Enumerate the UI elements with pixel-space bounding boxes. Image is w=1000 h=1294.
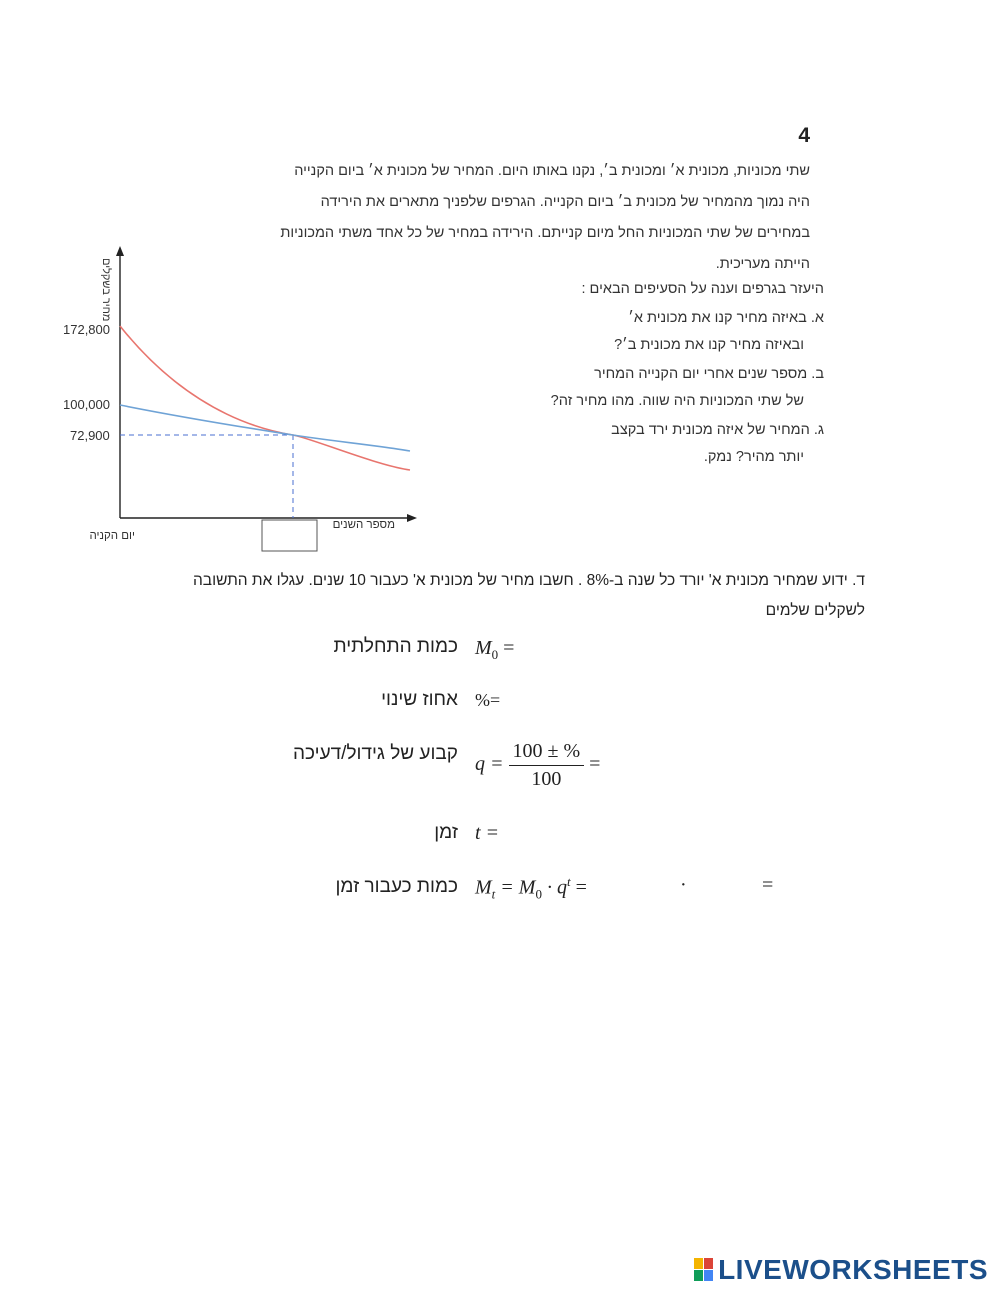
origin-label: יום הקניה (89, 530, 135, 542)
m-symbol: M (475, 637, 492, 659)
final-amount-expr (475, 874, 587, 903)
growth-constant-expr: q = $\frac{100 \pm \%}{100}$ = (475, 740, 601, 790)
item-letter: ג. (813, 422, 824, 438)
item-line: ובאיזה מחיר קנו את מכונית ב׳? (614, 337, 804, 353)
percent-change-label: אחוז שינוי (381, 689, 458, 710)
red-curve (120, 326, 410, 470)
liveworksheets-logo (694, 1252, 988, 1288)
task-d-line: לשקלים שלמים (765, 602, 865, 619)
item-letter: א. (810, 310, 824, 326)
intro-line: שתי מכוניות, מכונית א׳ ומכונית ב׳, נקנו באותו היום. המחיר של מכונית א׳ ביום הקנייה (294, 163, 810, 179)
intro-line: הייתה מעריכית. (715, 256, 810, 272)
time-expr: t = (475, 822, 500, 844)
item-line: של שתי המכוניות היה שווה. מהו מחיר זה? (550, 393, 804, 409)
mt-symbol: M (475, 876, 492, 899)
logo-icon (694, 1258, 714, 1282)
question-number: 4 (798, 124, 810, 147)
m-subscript: 0 (491, 647, 499, 662)
m0-symbol: = M (495, 876, 536, 899)
task-d (60, 566, 865, 626)
item-b (484, 361, 824, 415)
intro-line: במחירים של שתי המכוניות החל מיום קנייתם. הירידה במחיר של כל אחד משתי המכוניות (280, 225, 810, 241)
item-letter: ב. (811, 366, 824, 382)
y-tick-label: 100,000 (63, 397, 110, 412)
y-axis-arrow (116, 246, 124, 256)
final-equals: = (762, 874, 774, 896)
percent-change-expr: %= (475, 690, 501, 710)
item-line: באיזה מחיר קנו את מכונית א׳ (628, 310, 807, 326)
y-axis-label: מחיר בשקלים (100, 258, 112, 322)
item-c (484, 417, 824, 471)
x-axis-label: מספר השנים (332, 519, 395, 531)
price-graph (55, 240, 425, 560)
item-a (484, 305, 824, 359)
t-exponent: t (566, 874, 571, 889)
time-label: זמן (434, 822, 458, 843)
item-line: מספר שנים אחרי יום הקנייה המחיר (594, 366, 808, 382)
fraction (509, 740, 585, 791)
equals-sign: = (570, 876, 587, 899)
q-lhs: q = (475, 753, 504, 776)
final-amount-label: כמות כעבור זמן (335, 876, 458, 897)
item-line: יותר מהיר? נמק. (703, 449, 804, 465)
initial-amount-label: כמות התחלתית (333, 636, 458, 657)
initial-amount-expr: $M_0$ = (475, 637, 515, 662)
task-d-line: ד. ידוע שמחיר מכונית א' יורד כל שנה ב-8% . חשבו מחיר של מכונית א' כעבור 10 שנים. עגלו את התשובה (192, 572, 865, 589)
answer-box[interactable] (262, 520, 317, 551)
y-tick-label: 72,900 (70, 428, 110, 443)
instruction: היעזר בגרפים וענה על הסעיפים הבאים : (581, 281, 824, 297)
intro-line: היה נמוך מהמחיר של מכונית ב׳ ביום הקנייה. הגרפים שלפניך מתארים את הירידה (320, 194, 810, 210)
mt-subscript: t (491, 886, 496, 902)
x-axis-arrow (407, 514, 417, 522)
q-symbol: · q (541, 876, 567, 899)
fraction-denominator: 100 (531, 768, 562, 790)
logo-text: LIVEWORKSHEETS (718, 1254, 988, 1285)
item-line: המחיר של איזה מכונית ירד בקצב (611, 422, 810, 438)
growth-constant-label: קבוע של גידול/דעיכה (293, 743, 458, 764)
m0-subscript: 0 (535, 886, 542, 902)
fraction-numerator: 100 ± % (509, 740, 585, 766)
y-tick-label: 172,800 (63, 322, 110, 337)
multiply-dot: · (680, 874, 687, 896)
